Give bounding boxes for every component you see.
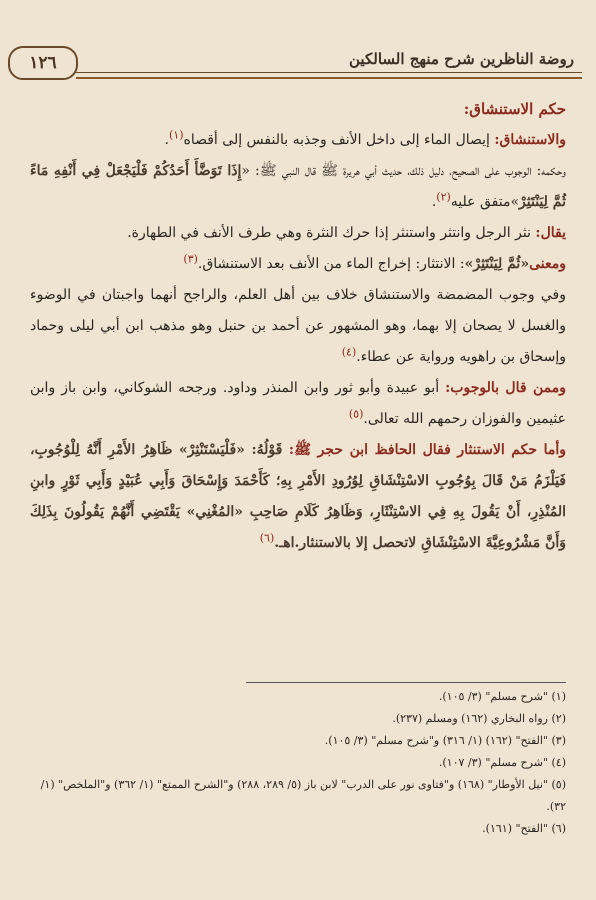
footnote-ref-3: (٣) [183,252,198,266]
footnote: (٣) "الفتح" (١٦٢) (١/ ٣١٦) و"شرح مسلم" (٣/ ١٠٥). [324,734,566,747]
section-heading: حكم الاستنشاق: [463,100,566,118]
paragraph-istinthar [30,435,566,559]
definition-text: إيصال الماء إلى داخل الأنف وجذبه بالنفس إلى أقصاه [183,132,495,148]
footnote: (٢) رواه البخاري (١٦٢) ومسلم (٢٣٧). [392,712,566,725]
paragraph-disagreement [30,280,566,373]
footnote-ref-4: (٤) [341,345,357,359]
linguistic-text: نثر الرجل وانتثر واستنثر إذا حرك النثرة وهي طرف الأنف في الطهارة. [127,225,536,241]
meaning-text: : الانتثار: إخراج الماء من الأنف بعد الاستنشاق. [197,256,465,272]
main-text [30,94,566,559]
hadith-quote: إِذَا تَوَضَّأَ أَحَدُكُمْ فَلْيَجْعَلْ فِي أَنْفِهِ مَاءً ثُمَّ لِيَنْتَثِرْ [30,163,566,210]
term-obligation: وممن قال بالوجوب: [445,380,566,396]
page-number-badge: ١٢٦ [8,46,78,80]
ruling-source: »متفق عليه [450,194,520,210]
paragraph-definition: والاستنشاق: إيصال الماء إلى داخل الأنف وجذبه بالنفس إلى أقصاه$^{(١)}$. [164,128,566,148]
disagreement-text: وفي وجوب المضمضة والاستنشاق خلاف بين أهل العلم، والراجح أنهما واجبتان في الوضوء والغسل لا يصحان إلا بهما، وهو المشهور عن أحمد بن حنبل وهو مذهب ابن أبي ليلى وحماد وإسحاق بن راهويه ورواية عن عطاء. [30,287,566,365]
ibn-hajar-quote: قَوْلُهُ: «فَلْيَسْتَنْثِرْ» ظَاهِرُ الأَمْرِ أَنَّهُ لِلْوُجُوبِ، فَيَلْزَمُ مَنْ قَالَ بِوُجُوبِ الاسْتِنْشَاقِ لِوُرُودِ الأَمْرِ بِهِ؛ كَأَحْمَدَ وَإِسْحَاقَ وَأَبِي عُبَيْدٍ وَأَبِي ثَوْرٍ وابنِ المُنْذِرِ، أَنْ يَقُولَ بِهِ فِي الاسْتِنْثَارِ، وَظَاهِرُ كَلَامِ صَاحِبِ «المُغْنِي» يَقْتَضِي أَنَّهُمْ يَقُولُونَ بِذَلِكَ وَأَنَّ مَشْرُوعِيَّةَ الاسْتِنْشَاقِ لاتحصل إلا بالاستنثار.اهـ. [30,442,566,551]
obligation-text: أبو عبيدة وأبو ثور وابن المنذر وداود. ورجحه الشوكاني، وابن باز وابن عثيمين والفوزان رحمهم الله تعالى. [30,380,566,427]
footnote: (٤) "شرح مسلم" (٣/ ١٠٧). [438,756,566,769]
footnote-separator [246,682,566,683]
footnote-ref-6: (٦) [259,531,275,545]
paragraph-meaning [30,249,566,280]
paragraph-obligation [30,373,566,435]
footnotes [30,686,566,840]
footnote-ref-1: (١) [168,128,184,142]
meaning-quote: «ثُمَّ لِيَنْتَثِرْ» [464,256,530,272]
paragraph-ruling: وحكمه: الوجوب على الصحيح، دليل ذلك، حديث أبي هريرة ﷺ قال النبي ﷺ: «إِذَا تَوَضَّأَ أَحَدُكُمْ فَلْيَجْعَلْ فِي أَنْفِهِ مَاءً ثُمَّ لِيَنْتَثِرْ»متفق عليه$^{(٢)}$. [30,163,566,210]
term-meaning: ومعنى [529,256,566,272]
ruling-text: وحكمه: الوجوب على الصحيح، دليل ذلك، حديث أبي هريرة ﷺ قال النبي ﷺ: « [241,163,566,179]
page-header [14,46,582,86]
footnote-ref-5: (٥) [348,407,364,421]
header-divider [76,72,582,79]
footnote-ref-2: (٢) [436,190,451,204]
paragraph-linguistic [30,218,566,249]
book-title: روضة الناظرين شرح منهج السالكين [349,50,574,68]
term-yuqal: يقال: [535,225,566,241]
footnote: (٥) "نيل الأوطار" (١٦٨) و"فتاوى نور على الدرب" لابن باز (٥/ ٢٨٩، ٢٨٨) و"الشرح الممتع" (١/ ٣٦٢) و"الملخص" (١/ ٣٢). [40,778,566,813]
term-istinshaq: والاستنشاق: [494,132,566,148]
term-istinthar: وأما حكم الاستنثار فقال الحافظ ابن حجر ﷺ: [288,442,567,458]
footnote: (١) "شرح مسلم" (٣/ ١٠٥). [438,690,566,703]
footnote: (٦) "الفتح" (١٦١). [482,822,566,835]
